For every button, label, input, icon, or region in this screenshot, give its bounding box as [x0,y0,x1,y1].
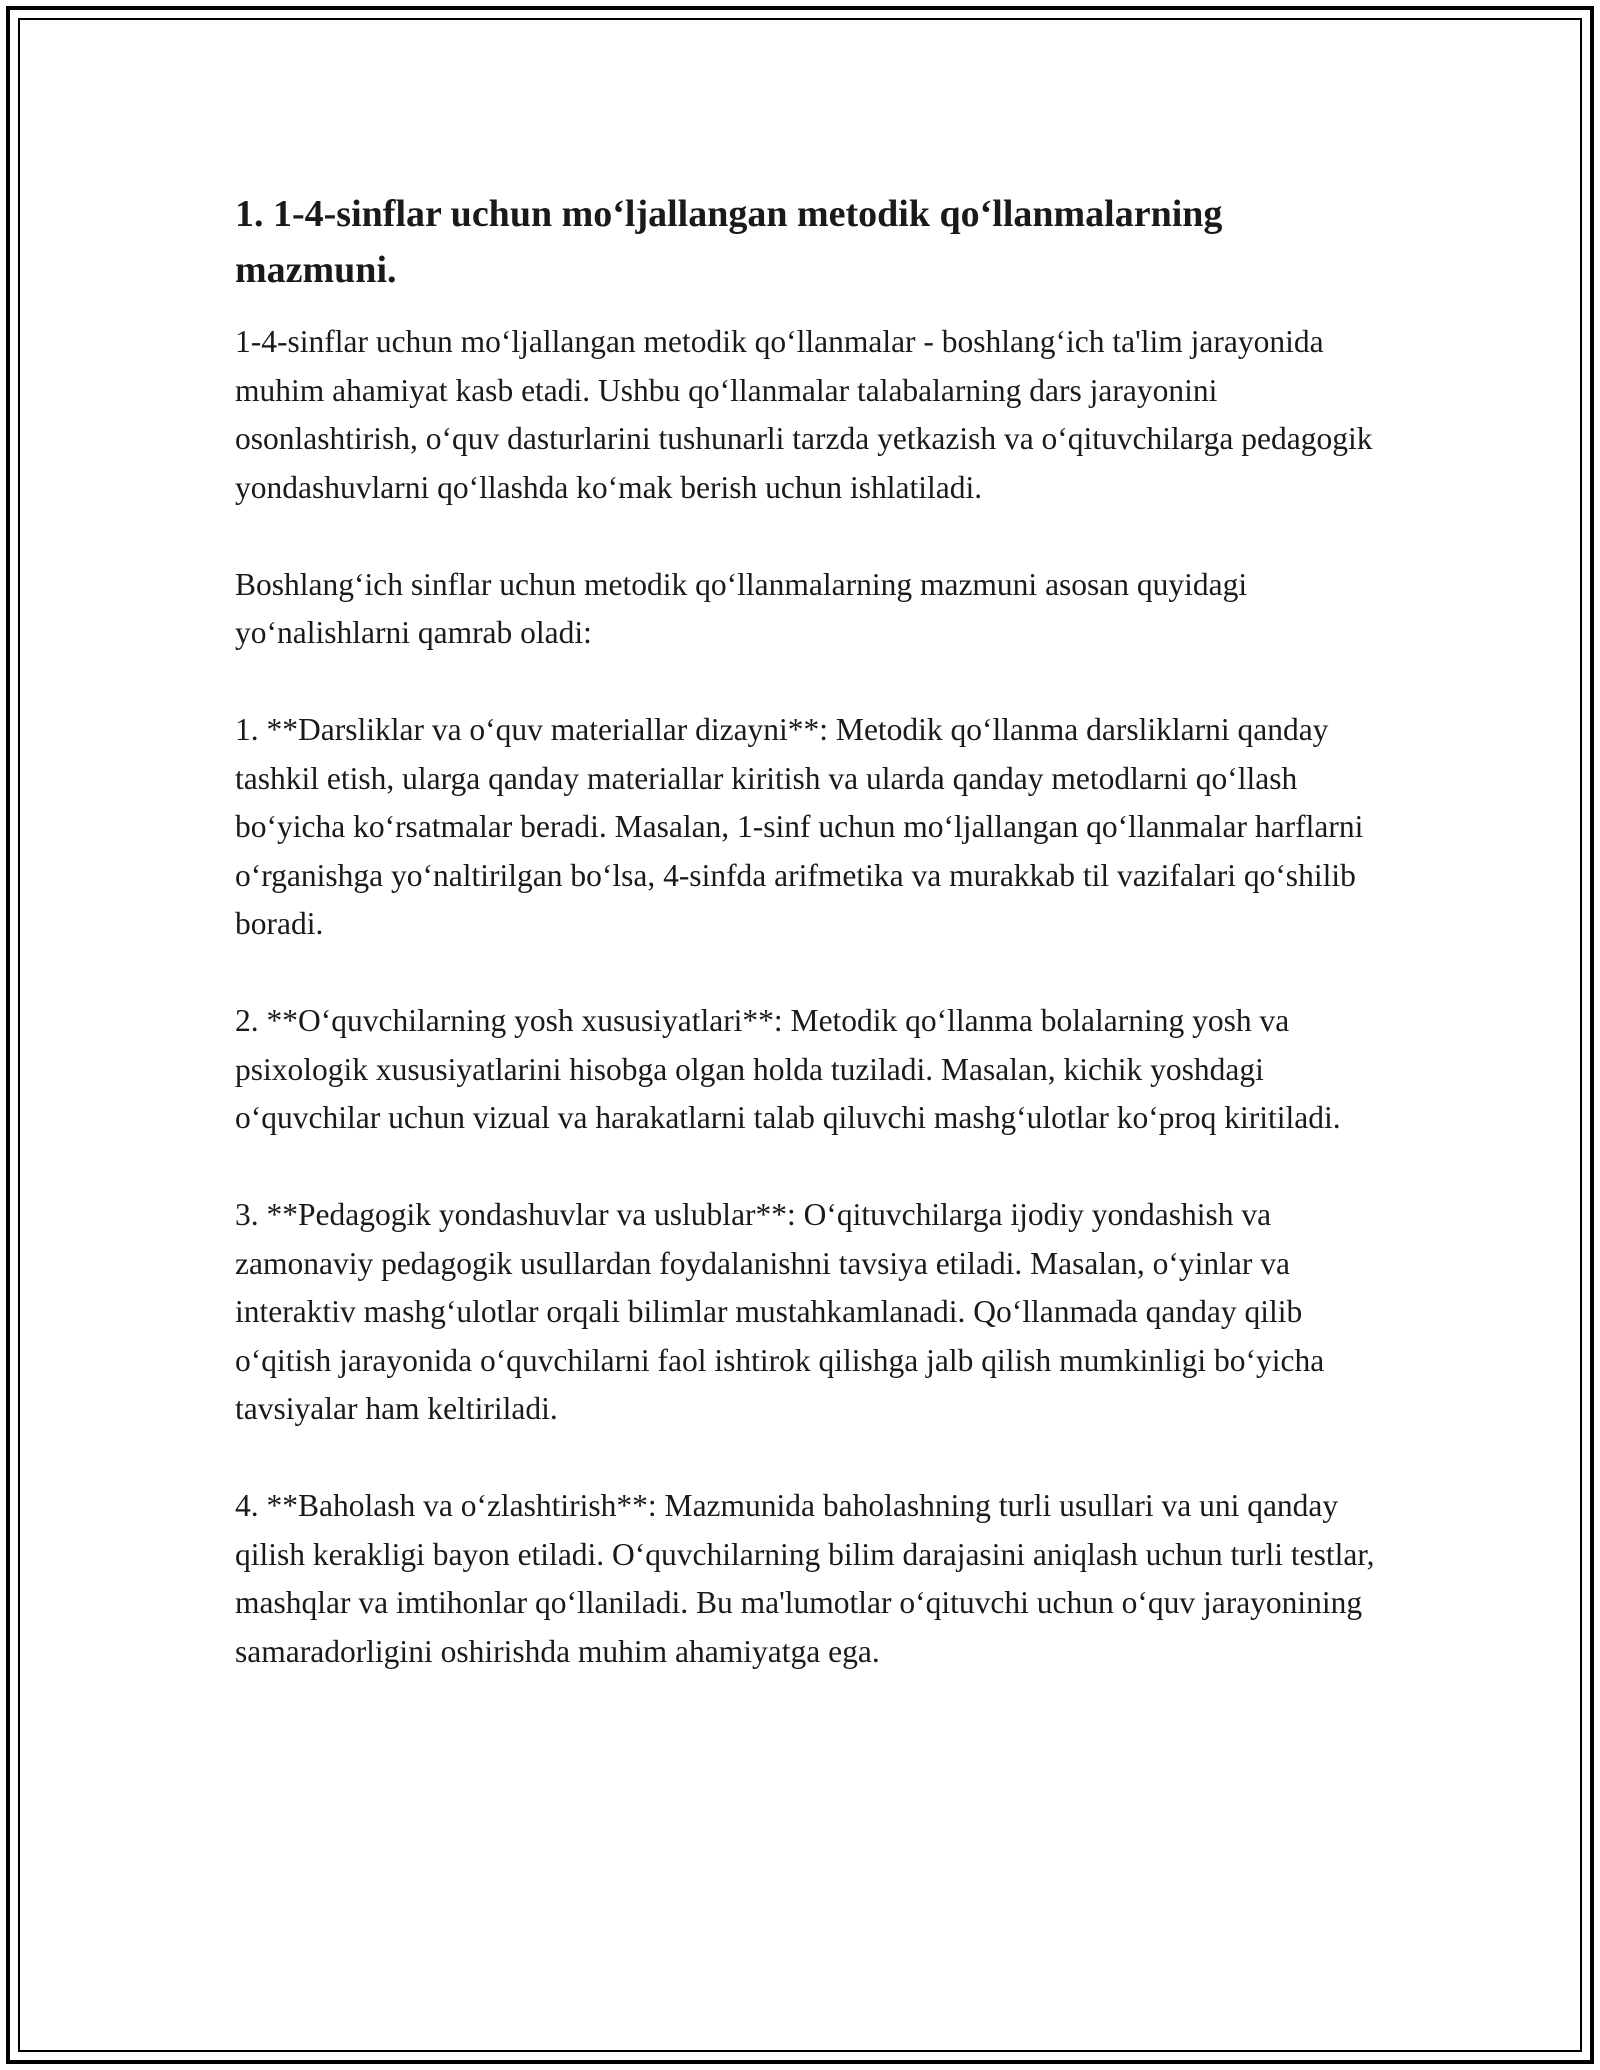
document-body [235,186,1375,1676]
paragraph-item-1: 1. **Darsliklar va o‘quv materiallar dizayni**: Metodik qo‘llanma darsliklarni qanday tashkil etish, ularga qanday materiallar kiritish va ularda qanday metodlarni qo‘llash bo‘yicha ko‘rsatmalar beradi. Masalan, 1-sinf uchun mo‘ljallangan qo‘llanmalar harflarni o‘rganishga yo‘naltirilgan bo‘lsa, 4-sinfda arifmetika va murakkab til vazifalari qo‘shilib boradi. [235,712,1364,941]
paragraph-overview: Boshlang‘ich sinflar uchun metodik qo‘llanmalarning mazmuni asosan quyidagi yo‘nalishlarni qamrab oladi: [235,566,1248,650]
paragraph-item-2: 2. **O‘quvchilarning yosh xususiyatlari**: Metodik qo‘llanma bolalarning yosh va psixologik xususiyatlarini hisobga olgan holda tuziladi. Masalan, kichik yoshdagi o‘quvchilar uchun vizual va harakatlarni talab qiluvchi mashg‘ulotlar ko‘proq kiritiladi. [235,1003,1341,1135]
paragraph-intro: 1-4-sinflar uchun mo‘ljallangan metodik qo‘llanmalar - boshlang‘ich ta'lim jarayonida muhim ahamiyat kasb etadi. Ushbu qo‘llanmalar talabalarning dars jarayonini osonlashtirish, o‘quv dasturlarini tushunarli tarzda yetkazish va o‘qituvchilarga pedagogik yondashuvlarni qo‘llashda ko‘mak berish uchun ishlatiladi. [235,324,1373,505]
document-title: 1. 1-4-sinflar uchun mo‘ljallangan metodik qo‘llanmalarning mazmuni. [235,193,1223,291]
paragraph-item-3: 3. **Pedagogik yondashuvlar va uslublar**: O‘qituvchilarga ijodiy yondashish va zamonaviy pedagogik usullardan foydalanishni tavsiya etiladi. Masalan, o‘yinlar va interaktiv mashg‘ulotlar orqali bilimlar mustahkamlanadi. Qo‘llanmada qanday qilib o‘qitish jarayonida o‘quvchilarni faol ishtirok qilishga jalb qilish mumkinligi bo‘yicha tavsiyalar ham keltiriladi. [235,1197,1325,1426]
paragraph-item-4: 4. **Baholash va o‘zlashtirish**: Mazmunida baholashning turli usullari va uni qanday qilish kerakligi bayon etiladi. O‘quvchilarning bilim darajasini aniqlash uchun turli testlar, mashqlar va imtihonlar qo‘llaniladi. Bu ma'lumotlar o‘qituvchi uchun o‘quv jarayonining samaradorligini oshirishda muhim ahamiyatga ega. [235,1488,1375,1669]
